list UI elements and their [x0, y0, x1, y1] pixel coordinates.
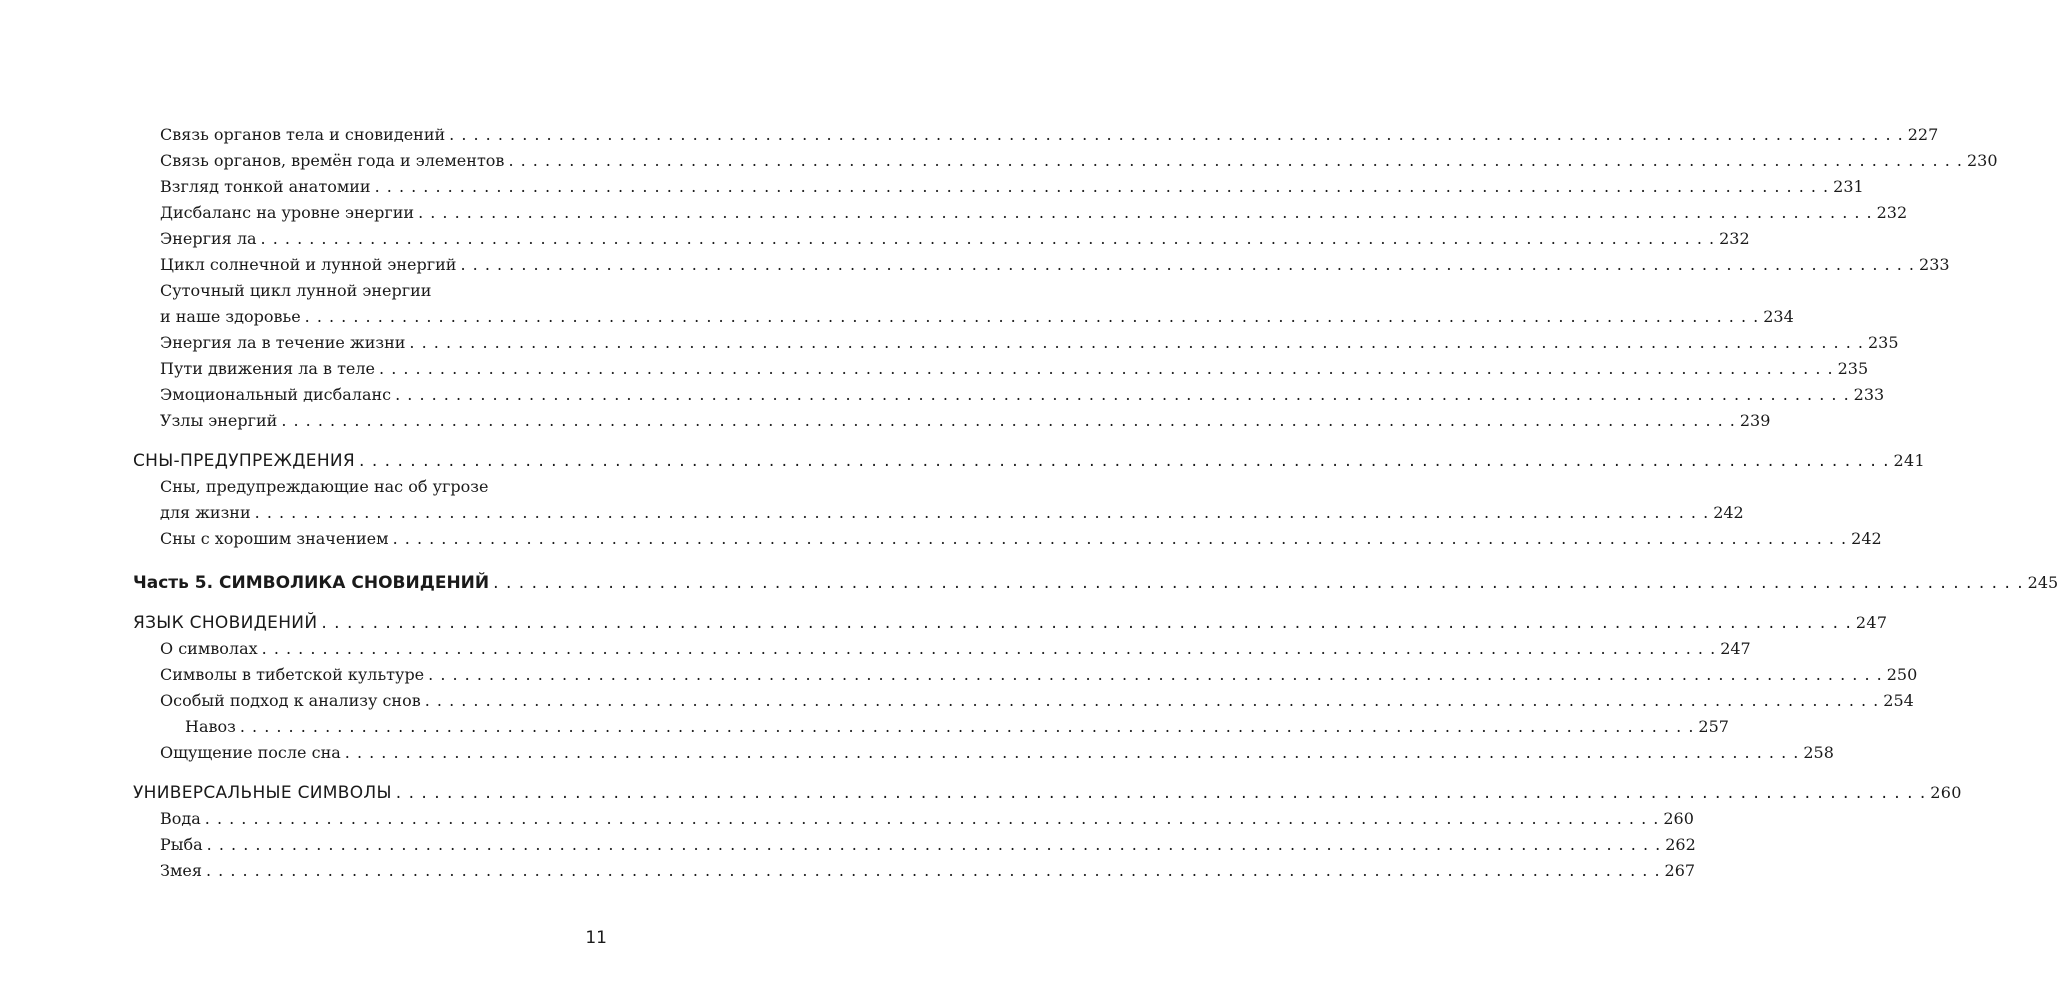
toc-entry-title: СНЫ-ПРЕДУПРЕЖДЕНИЯ — [133, 451, 356, 471]
toc-entry — [185, 717, 1729, 736]
toc-section — [133, 783, 1962, 803]
toc-entry-title: Пути движения ла в теле — [160, 359, 376, 378]
toc-entry-title: Энергия ла — [160, 229, 257, 248]
toc-entry-page: 247 — [1720, 639, 1751, 658]
toc-entry-title: Часть 5. СИМВОЛИКА СНОВИДЕНИЙ — [133, 573, 490, 593]
toc-entry-page: 245 — [2027, 573, 2058, 592]
dot-leader: . . . . . . . . . . . . . . . . . . . . . . . . . . . . . . . . . . . . . . . . . . . . . . . . . . . . . . . . . . . . . . . . . . . . . . . . . . . . . . . . . . . . . . . . . . . . . . . . . . . . . . . . . . . . . . . . . . . . . . . . — [493, 573, 2024, 593]
toc-entry-title: Взгляд тонкой анатомии — [160, 177, 371, 196]
toc-entry — [160, 307, 1794, 326]
toc-entry — [160, 333, 1899, 352]
toc-entry-page: 267 — [1664, 861, 1696, 880]
toc-entry-title: Символы в тибетской культуре — [160, 665, 425, 684]
toc-entry — [160, 151, 1998, 170]
toc-entry-title: Вода — [160, 809, 201, 828]
dot-leader: . . . . . . . . . . . . . . . . . . . . . . . . . . . . . . . . . . . . . . . . . . . . . . . . . . . . . . . . . . . . . . . . . . . . . . . . . . . . . . . . . . . . . . . . . . . . . . . . . . . . . . . . . . . . . . . . . . . . . . . . — [409, 333, 1864, 352]
dot-leader: . . . . . . . . . . . . . . . . . . . . . . . . . . . . . . . . . . . . . . . . . . . . . . . . . . . . . . . . . . . . . . . . . . . . . . . . . . . . . . . . . . . . . . . . . . . . . . . . . . . . . . . . . . . . . . . . . . . . . . . . — [395, 385, 1850, 404]
toc-entry — [160, 743, 1834, 762]
toc-entry — [160, 125, 1939, 144]
dot-leader: . . . . . . . . . . . . . . . . . . . . . . . . . . . . . . . . . . . . . . . . . . . . . . . . . . . . . . . . . . . . . . . . . . . . . . . . . . . . . . . . . . . . . . . . . . . . . . . . . . . . . . . . . . . . . . . . . . . . . . . . — [205, 861, 1661, 880]
toc-entry — [160, 665, 1918, 684]
toc-entry-page: 260 — [1663, 809, 1694, 828]
toc-entry — [160, 529, 1882, 548]
dot-leader: . . . . . . . . . . . . . . . . . . . . . . . . . . . . . . . . . . . . . . . . . . . . . . . . . . . . . . . . . . . . . . . . . . . . . . . . . . . . . . . . . . . . . . . . . . . . . . . . . . . . . . . . . . . . . . . . . . . . . . . . — [392, 529, 1848, 548]
page-number: 11 — [585, 928, 607, 948]
toc-entry-page: 227 — [1907, 125, 1939, 144]
dot-leader: . . . . . . . . . . . . . . . . . . . . . . . . . . . . . . . . . . . . . . . . . . . . . . . . . . . . . . . . . . . . . . . . . . . . . . . . . . . . . . . . . . . . . . . . . . . . . . . . . . . . . . . . . . . . . . . . . . . . . . . . — [428, 665, 1883, 684]
dot-leader: . . . . . . . . . . . . . . . . . . . . . . . . . . . . . . . . . . . . . . . . . . . . . . . . . . . . . . . . . . . . . . . . . . . . . . . . . . . . . . . . . . . . . . . . . . . . . . . . . . . . . . . . . . . . . . . . . . . . . . . . — [254, 503, 1710, 522]
dot-leader: . . . . . . . . . . . . . . . . . . . . . . . . . . . . . . . . . . . . . . . . . . . . . . . . . . . . . . . . . . . . . . . . . . . . . . . . . . . . . . . . . . . . . . . . . . . . . . . . . . . . . . . . . . . . . . . . . . . . . . . . — [239, 717, 1695, 736]
toc-entry — [160, 639, 1751, 658]
toc-section — [133, 451, 1925, 471]
toc-entry-title: Эмоциональный дисбаланс — [160, 385, 392, 404]
toc-entry-page: 232 — [1719, 229, 1750, 248]
toc-entry — [160, 691, 1914, 710]
dot-leader: . . . . . . . . . . . . . . . . . . . . . . . . . . . . . . . . . . . . . . . . . . . . . . . . . . . . . . . . . . . . . . . . . . . . . . . . . . . . . . . . . . . . . . . . . . . . . . . . . . . . . . . . . . . . . . . . . . . . . . . . — [460, 255, 1916, 274]
toc-entry-title: УНИВЕРСАЛЬНЫЕ СИМВОЛЫ — [133, 783, 392, 803]
toc-entry — [160, 229, 1750, 248]
dot-leader: . . . . . . . . . . . . . . . . . . . . . . . . . . . . . . . . . . . . . . . . . . . . . . . . . . . . . . . . . . . . . . . . . . . . . . . . . . . . . . . . . . . . . . . . . . . . . . . . . . . . . . . . . . . . . . . . . . . . . . . . — [359, 451, 1890, 471]
dot-leader: . . . . . . . . . . . . . . . . . . . . . . . . . . . . . . . . . . . . . . . . . . . . . . . . . . . . . . . . . . . . . . . . . . . . . . . . . . . . . . . . . . . . . . . . . . . . . . . . . . . . . . . . . . . . . . . . . . . . . . . . — [508, 151, 1963, 170]
toc-entry-page: 232 — [1876, 203, 1908, 222]
toc-entry-page: 234 — [1763, 307, 1794, 326]
toc-entry-page: 242 — [1851, 529, 1882, 548]
dot-leader: . . . . . . . . . . . . . . . . . . . . . . . . . . . . . . . . . . . . . . . . . . . . . . . . . . . . . . . . . . . . . . . . . . . . . . . . . . . . . . . . . . . . . . . . . . . . . . . . . . . . . . . . . . . . . . . . . . . . . . . . — [374, 177, 1830, 196]
toc-entry-title: Дисбаланс на уровне энергии — [160, 203, 415, 222]
toc-part — [133, 573, 2058, 593]
toc-entry-title: Связь органов, времён года и элементов — [160, 151, 505, 170]
dot-leader: . . . . . . . . . . . . . . . . . . . . . . . . . . . . . . . . . . . . . . . . . . . . . . . . . . . . . . . . . . . . . . . . . . . . . . . . . . . . . . . . . . . . . . . . . . . . . . . . . . . . . . . . . . . . . . . . . . . . . . . . — [281, 411, 1736, 430]
toc-entry-title: ЯЗЫК СНОВИДЕНИЙ — [133, 613, 318, 633]
toc-entry-page: 230 — [1966, 151, 1998, 170]
toc-entry-title: Цикл солнечной и лунной энергий — [160, 255, 457, 274]
toc-entry — [160, 503, 1744, 522]
toc-entry-title-line: Суточный цикл лунной энергии — [160, 281, 432, 300]
toc-entry-page: 257 — [1698, 717, 1729, 736]
toc-entry — [160, 835, 1696, 854]
toc-entry-title: Рыба — [160, 835, 203, 854]
toc-entry-title: Узлы энергий — [160, 411, 278, 430]
toc-entry-page: 235 — [1867, 333, 1899, 352]
toc-entry — [160, 861, 1696, 880]
toc-entry-page: 260 — [1930, 783, 1962, 802]
dot-leader: . . . . . . . . . . . . . . . . . . . . . . . . . . . . . . . . . . . . . . . . . . . . . . . . . . . . . . . . . . . . . . . . . . . . . . . . . . . . . . . . . . . . . . . . . . . . . . . . . . . . . . . . . . . . . . . . . . . . . . . . — [344, 743, 1800, 762]
toc-entry — [160, 203, 1908, 222]
toc-entry-title: для жизни — [160, 503, 251, 522]
toc-entry-page: 233 — [1919, 255, 1950, 274]
toc-entry-page: 242 — [1713, 503, 1744, 522]
toc-entry-title: Сны с хорошим значением — [160, 529, 389, 548]
toc-entry — [160, 411, 1771, 430]
dot-leader: . . . . . . . . . . . . . . . . . . . . . . . . . . . . . . . . . . . . . . . . . . . . . . . . . . . . . . . . . . . . . . . . . . . . . . . . . . . . . . . . . . . . . . . . . . . . . . . . . . . . . . . . . . . . . . . . . . . . . . . . — [379, 359, 1834, 378]
dot-leader: . . . . . . . . . . . . . . . . . . . . . . . . . . . . . . . . . . . . . . . . . . . . . . . . . . . . . . . . . . . . . . . . . . . . . . . . . . . . . . . . . . . . . . . . . . . . . . . . . . . . . . . . . . . . . . . . . . . . . . . . — [204, 809, 1660, 828]
dot-leader: . . . . . . . . . . . . . . . . . . . . . . . . . . . . . . . . . . . . . . . . . . . . . . . . . . . . . . . . . . . . . . . . . . . . . . . . . . . . . . . . . . . . . . . . . . . . . . . . . . . . . . . . . . . . . . . . . . . . . . . . — [260, 229, 1716, 248]
toc-entry-page: 247 — [1855, 613, 1888, 632]
toc-entry-page: 254 — [1883, 691, 1914, 710]
dot-leader: . . . . . . . . . . . . . . . . . . . . . . . . . . . . . . . . . . . . . . . . . . . . . . . . . . . . . . . . . . . . . . . . . . . . . . . . . . . . . . . . . . . . . . . . . . . . . . . . . . . . . . . . . . . . . . . . . . . . . . . . — [321, 613, 1852, 633]
toc-entry-page: 235 — [1837, 359, 1869, 378]
toc-entry — [160, 359, 1869, 378]
toc-entry-title: Навоз — [185, 717, 236, 736]
toc-entry-page: 250 — [1886, 665, 1918, 684]
toc-entry-title-line: Сны, предупреждающие нас об угрозе — [160, 477, 489, 496]
dot-leader: . . . . . . . . . . . . . . . . . . . . . . . . . . . . . . . . . . . . . . . . . . . . . . . . . . . . . . . . . . . . . . . . . . . . . . . . . . . . . . . . . . . . . . . . . . . . . . . . . . . . . . . . . . . . . . . . . . . . . . . . — [418, 203, 1873, 222]
toc-entry-title: О символах — [160, 639, 258, 658]
toc-entry-page: 262 — [1665, 835, 1696, 854]
toc-entry — [160, 177, 1864, 196]
dot-leader: . . . . . . . . . . . . . . . . . . . . . . . . . . . . . . . . . . . . . . . . . . . . . . . . . . . . . . . . . . . . . . . . . . . . . . . . . . . . . . . . . . . . . . . . . . . . . . . . . . . . . . . . . . . . . . . . . . . . . . . . — [261, 639, 1717, 658]
toc-section — [133, 613, 1888, 633]
toc-entry-title: и наше здоровье — [160, 307, 301, 326]
toc-entry-title: Энергия ла в течение жизни — [160, 333, 406, 352]
dot-leader: . . . . . . . . . . . . . . . . . . . . . . . . . . . . . . . . . . . . . . . . . . . . . . . . . . . . . . . . . . . . . . . . . . . . . . . . . . . . . . . . . . . . . . . . . . . . . . . . . . . . . . . . . . . . . . . . . . . . . . . . — [206, 835, 1662, 854]
toc-entry-page: 233 — [1853, 385, 1885, 404]
toc-entry-title: Змея — [160, 861, 202, 880]
toc-entry — [160, 809, 1694, 828]
dot-leader: . . . . . . . . . . . . . . . . . . . . . . . . . . . . . . . . . . . . . . . . . . . . . . . . . . . . . . . . . . . . . . . . . . . . . . . . . . . . . . . . . . . . . . . . . . . . . . . . . . . . . . . . . . . . . . . . . . . . . . . . — [395, 783, 1927, 803]
dot-leader: . . . . . . . . . . . . . . . . . . . . . . . . . . . . . . . . . . . . . . . . . . . . . . . . . . . . . . . . . . . . . . . . . . . . . . . . . . . . . . . . . . . . . . . . . . . . . . . . . . . . . . . . . . . . . . . . . . . . . . . . — [304, 307, 1760, 326]
toc-entry-title: Особый подход к анализу снов — [160, 691, 421, 710]
toc-entry-page: 231 — [1833, 177, 1864, 196]
toc-entry-page: 241 — [1893, 451, 1925, 470]
toc-entry-title: Ощущение после сна — [160, 743, 341, 762]
dot-leader: . . . . . . . . . . . . . . . . . . . . . . . . . . . . . . . . . . . . . . . . . . . . . . . . . . . . . . . . . . . . . . . . . . . . . . . . . . . . . . . . . . . . . . . . . . . . . . . . . . . . . . . . . . . . . . . . . . . . . . . . — [449, 125, 1904, 144]
toc-entry — [160, 255, 1950, 274]
toc-entry — [160, 385, 1885, 404]
toc-entry-page: 239 — [1739, 411, 1771, 430]
toc-entry-title: Связь органов тела и сновидений — [160, 125, 446, 144]
toc-entry-page: 258 — [1803, 743, 1834, 762]
dot-leader: . . . . . . . . . . . . . . . . . . . . . . . . . . . . . . . . . . . . . . . . . . . . . . . . . . . . . . . . . . . . . . . . . . . . . . . . . . . . . . . . . . . . . . . . . . . . . . . . . . . . . . . . . . . . . . . . . . . . . . . . — [424, 691, 1880, 710]
